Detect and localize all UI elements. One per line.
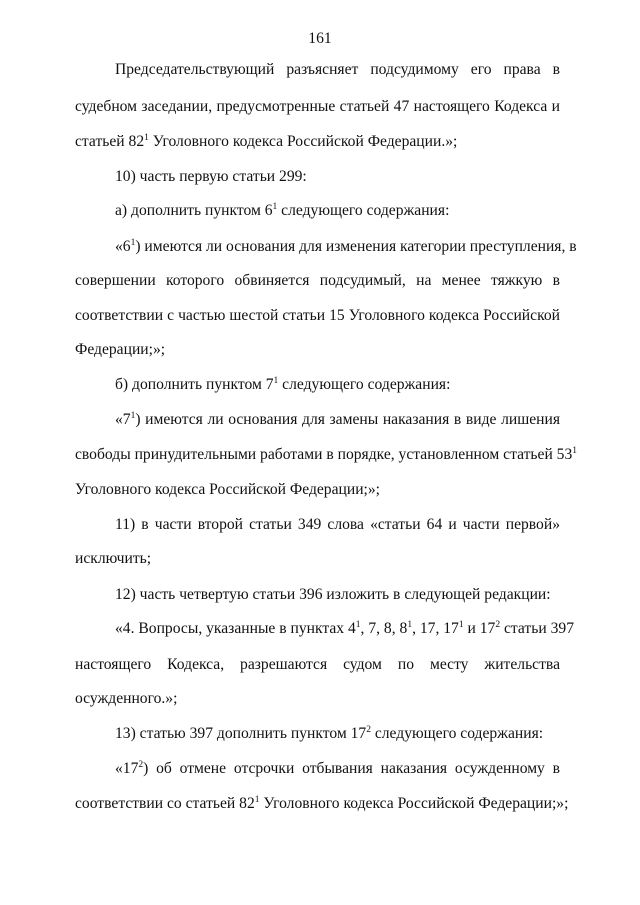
text-line-l21: [115, 759, 560, 779]
text-run: «7: [115, 411, 131, 428]
text-line-l13: [75, 480, 560, 500]
superscript: 1: [144, 133, 149, 143]
text-run: «17: [115, 760, 139, 777]
text-run: б) дополнить пунктом 7: [115, 376, 274, 393]
text-line-l01: [115, 60, 560, 80]
text-run: исключить;: [75, 550, 152, 567]
text-run: следующего содержания:: [370, 725, 544, 742]
superscript: 1: [130, 411, 136, 421]
text-run: ) имеются ли основания для замены наказания в виде лишения: [135, 411, 560, 428]
superscript: 1: [407, 620, 413, 630]
text-line-l17: [115, 619, 574, 639]
superscript: 1: [355, 620, 361, 630]
text-run: судебном заседании, предусмотренные статьей 47 настоящего Кодекса и: [75, 98, 560, 115]
text-run: Председательствующий разъясняет подсудимому его права в: [115, 61, 560, 78]
superscript: 1: [130, 238, 136, 248]
text-line-l03: [75, 132, 560, 152]
superscript: 1: [272, 202, 278, 212]
text-line-l16: [115, 585, 560, 605]
text-line-l04: [115, 167, 560, 187]
text-run: ) об отмене отсрочки отбывания наказания осужденному в: [143, 760, 560, 777]
text-line-l19: [75, 689, 560, 709]
text-line-l05: [115, 201, 560, 221]
superscript: 2: [138, 760, 144, 770]
text-line-l12: [75, 445, 578, 465]
text-run: следующего содержания:: [278, 376, 451, 393]
text-line-l07: [75, 271, 560, 291]
text-line-l09: [75, 340, 560, 360]
text-run: соответствии с частью шестой статьи 15 Уголовного кодекса Российской: [75, 307, 560, 324]
text-run: и 17: [463, 620, 496, 637]
text-line-l06: [115, 237, 577, 257]
text-run: настоящего Кодекса, разрешаются судом по месту жительства: [75, 656, 560, 673]
text-line-l11: [115, 410, 560, 430]
text-run: «4. Вопросы, указанные в пунктах 4: [115, 620, 356, 637]
text-run: статьи 397: [500, 620, 574, 637]
text-line-l10: [115, 375, 560, 395]
superscript: 1: [572, 446, 578, 456]
text-run: Уголовного кодекса Российской Федерации.»;: [148, 133, 458, 150]
text-run: ) имеются ли основания для изменения категории преступления, в: [135, 238, 577, 255]
superscript: 2: [495, 620, 501, 630]
text-run: 10) часть первую статьи 299:: [115, 168, 307, 185]
text-run: 11) в части второй статьи 349 слова «статьи 64 и части первой»: [115, 516, 560, 533]
text-run: , 17, 17: [412, 620, 459, 637]
text-line-l18: [75, 655, 560, 675]
text-run: , 7, 8, 8: [360, 620, 408, 637]
superscript: 1: [458, 620, 464, 630]
text-line-l22: [75, 794, 569, 814]
text-run: следующего содержания:: [277, 202, 450, 219]
text-run: 12) часть четвертую статьи 396 изложить в следующей редакции:: [115, 586, 551, 603]
text-line-l15: [75, 549, 560, 569]
text-line-l08: [75, 306, 560, 326]
text-run: Федерации;»;: [75, 341, 166, 358]
text-run: «6: [115, 238, 131, 255]
text-run: совершении которого обвиняется подсудимый, на менее тяжкую в: [75, 272, 560, 289]
page-number: 161: [308, 30, 332, 47]
superscript: 2: [366, 725, 371, 735]
text-line-l20: [115, 724, 560, 744]
text-run: свободы принудительными работами в порядке, установленном статьей 53: [75, 446, 573, 463]
text-run: соответствии со статьей 82: [75, 795, 255, 812]
superscript: 1: [254, 795, 260, 805]
text-run: а) дополнить пунктом 6: [115, 202, 273, 219]
text-run: 13) статью 397 дополнить пунктом 17: [115, 725, 367, 742]
text-line-l14: [115, 515, 560, 535]
superscript: 1: [273, 376, 279, 386]
text-run: осужденного.»;: [75, 690, 178, 707]
text-run: статьей 82: [75, 133, 145, 150]
text-run: Уголовного кодекса Российской Федерации;»;: [259, 795, 569, 812]
text-line-l02: [75, 97, 560, 117]
text-run: Уголовного кодекса Российской Федерации;»;: [75, 481, 381, 498]
